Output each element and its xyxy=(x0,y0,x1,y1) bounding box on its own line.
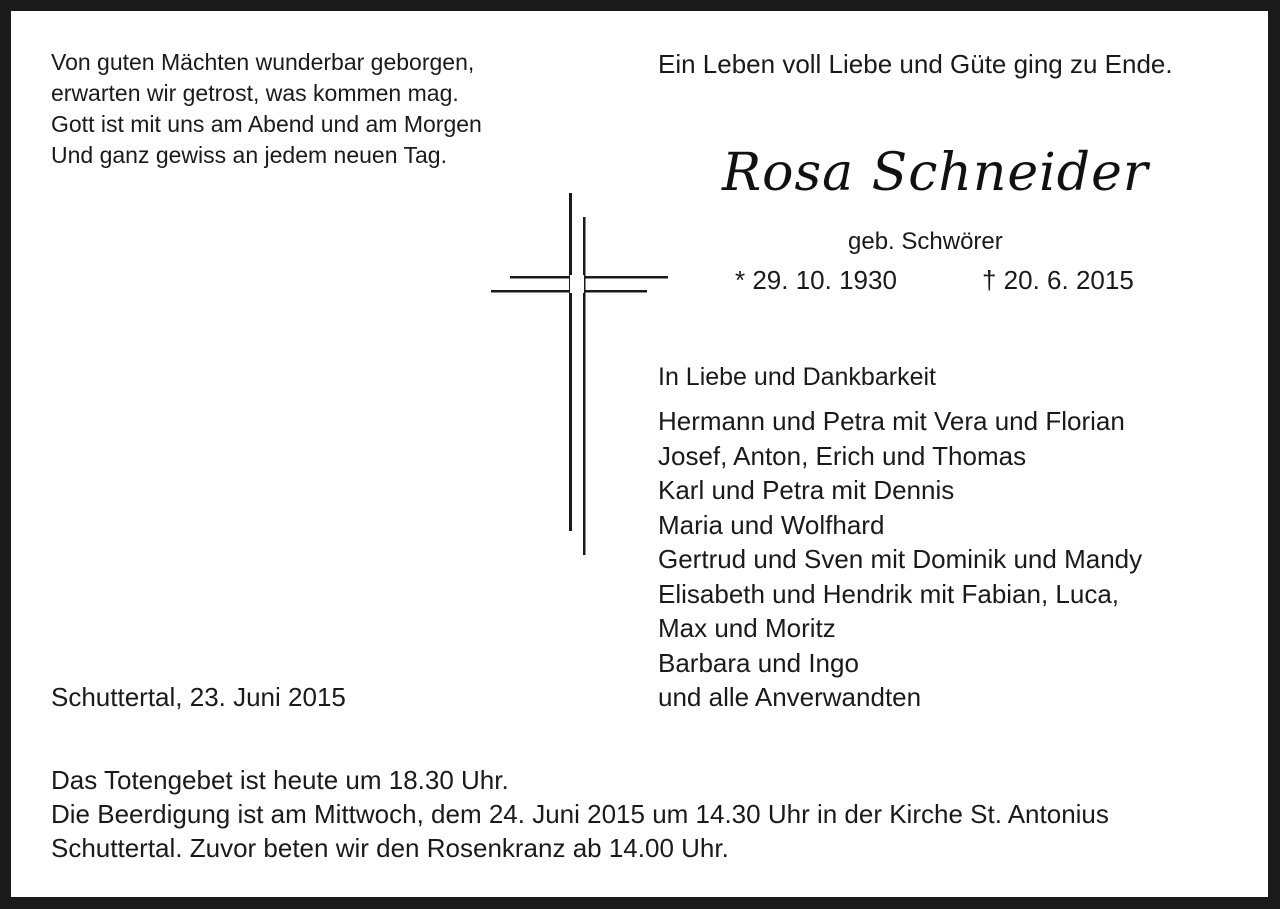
list-item: Hermann und Petra mit Vera und Florian xyxy=(658,406,1125,436)
list-item: und alle Anverwandten xyxy=(658,682,922,712)
mourners-list xyxy=(658,404,1142,715)
cross-icon xyxy=(491,193,671,558)
obituary-card xyxy=(11,11,1268,897)
poem-line: erwarten wir getrost, was kommen mag. xyxy=(51,80,459,106)
poem-verse xyxy=(51,47,482,171)
thanks-intro: In Liebe und Dankbarkeit xyxy=(658,363,936,391)
deceased-name: Rosa Schneider xyxy=(722,143,1149,203)
list-item: Max und Moritz xyxy=(658,613,836,643)
birth-date: * 29. 10. 1930 xyxy=(735,265,897,295)
motto-heading: Ein Leben voll Liebe und Güte ging zu Ende. xyxy=(658,49,1173,79)
funeral-notice xyxy=(51,763,1109,865)
list-item: Karl und Petra mit Dennis xyxy=(658,475,955,505)
notice-line: Die Beerdigung ist am Mittwoch, dem 24. Juni 2015 um 14.30 Uhr in der Kirche St. Antonius xyxy=(51,799,1109,829)
list-item: Elisabeth und Hendrik mit Fabian, Luca, xyxy=(658,578,1120,609)
list-item: Gertrud und Sven mit Dominik und Mandy xyxy=(658,544,1143,574)
place-date: Schuttertal, 23. Juni 2015 xyxy=(51,682,346,712)
list-item: Maria und Wolfhard xyxy=(658,509,885,540)
list-item: Josef, Anton, Erich und Thomas xyxy=(658,440,1027,471)
poem-line: Gott ist mit uns am Abend und am Morgen xyxy=(51,111,482,137)
poem-line: Von guten Mächten wunderbar geborgen, xyxy=(51,49,475,75)
notice-line: Das Totengebet ist heute um 18.30 Uhr. xyxy=(51,765,509,795)
maiden-name: geb. Schwörer xyxy=(848,228,1003,255)
notice-line: Schuttertal. Zuvor beten wir den Rosenkranz ab 14.00 Uhr. xyxy=(51,833,729,863)
death-date: † 20. 6. 2015 xyxy=(982,265,1134,295)
list-item: Barbara und Ingo xyxy=(658,647,859,678)
poem-line: Und ganz gewiss an jedem neuen Tag. xyxy=(51,142,447,168)
